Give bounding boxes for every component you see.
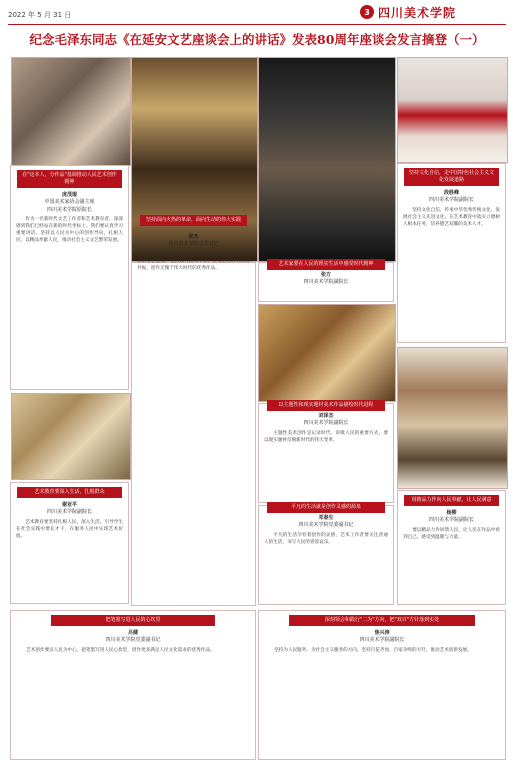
article-10 <box>258 610 506 760</box>
photo-sculpture-scene <box>258 304 396 402</box>
article-2 <box>131 217 256 606</box>
article-2-org: 四川美术学院党委书记 <box>168 241 219 248</box>
article-2-banner: 坚持面向火热的革命，面向生动的伟大实践 <box>140 215 247 226</box>
article-6-body: 艺术教育要坚持扎根人民、深入生活，引导学生在社会实践中增长才干，在服务人民中实现艺术价值。 <box>16 519 123 539</box>
article-9 <box>10 610 256 760</box>
article-7 <box>258 505 394 605</box>
article-9-banner: 把笔墨写进人民的心坎里 <box>51 615 215 626</box>
article-1-body: 作为一名新时代文艺工作者和艺术教育者，深深感到我们已经站在新的时代坐标上。我们要认真学习重要讲话，坚持以人民为中心的创作导向，扎根人民，以精品奉献人民，推动社会主义文艺繁荣发展。 <box>16 217 123 244</box>
article-5-banner: 以主题性和现实题材美术作品描绘时代进程 <box>267 400 385 411</box>
article-10-body: 坚持为人民服务、为社会主义服务的方向，坚持百花齐放、百家争鸣的方针，推动艺术创新发展。 <box>274 647 472 653</box>
masthead-logo <box>360 3 508 21</box>
page-headline: 纪念毛泽东同志《在延安文艺座谈会上的讲话》发表80周年座谈会发言摘登（一） <box>29 32 485 47</box>
article-8 <box>397 490 506 605</box>
article-2-body: 作为一名艺术家和专业学者，继承和发扬毛泽东同志的文艺思想，坚持以人民为中心，让文艺与时代同频共振，创作无愧于伟大时代的优秀作品。 <box>137 251 250 271</box>
article-1-org: 四川美术学院原院长 <box>46 206 92 213</box>
article-1-banner: 在"这本人，分作品"基调推动人民艺术创作精神 <box>17 170 122 188</box>
photo-dark-painting <box>258 57 396 262</box>
article-3 <box>258 262 394 302</box>
article-7-banner: 平凡的生活就是创作灵感的源泉 <box>267 502 385 513</box>
article-6-org: 四川美术学院副院长 <box>46 509 92 516</box>
article-10-author: 焦兴涛 <box>374 629 390 636</box>
photo-red-building <box>397 57 508 163</box>
article-6-banner: 艺术教育要深入生活，扎根群众 <box>17 487 122 498</box>
article-4-body: 坚持文化自信，传承中华优秀传统文化，发展社会主义先进文化，在艺术教育中落实立德树人根本任务，培养德艺双馨的美术人才。 <box>403 207 500 227</box>
article-7-author: 邓春生 <box>318 514 334 521</box>
article-4-org: 四川美术学院副院长 <box>428 197 474 203</box>
article-8-body: 要以精品力作回馈人民，让人民在作品中看到自己、感受到温暖与力量。 <box>403 527 500 540</box>
school-emblem-icon: 3 <box>360 5 374 19</box>
article-3-author: 张方 <box>320 271 331 278</box>
photo-artwork-figures <box>11 393 131 480</box>
photo-painting-crowd <box>131 57 258 262</box>
article-6 <box>10 482 129 604</box>
article-10-org: 四川美术学院副院长 <box>359 637 405 644</box>
article-6-author: 谢亚平 <box>61 501 77 508</box>
photo-ink-paintings <box>397 347 508 489</box>
article-8-org: 四川美术学院副院长 <box>428 517 474 524</box>
article-8-banner: 用精品力作向人民奉献，让人民满意 <box>404 495 499 506</box>
article-4-banner: 坚持文化自信，走中国特色社会主义文化发展道路 <box>404 168 499 186</box>
article-1 <box>10 165 129 390</box>
article-5-body: 主题性美术创作是记录时代、讴歌人民的重要方式，要以现实题材反映新时代的伟大变革。 <box>264 430 388 443</box>
photo-building-interior <box>11 57 131 166</box>
issue-date: 2022 年 5 月 31 日 <box>8 11 72 19</box>
article-1-author: 庞茂琨 <box>61 191 77 198</box>
article-9-body: 艺术创作要以人民为中心，把笔墨写进人民心坎里，创作更多满足人民文化需求的优秀作品。 <box>26 647 215 653</box>
article-4 <box>397 163 506 343</box>
masthead-rule <box>8 24 506 25</box>
article-5 <box>258 403 394 503</box>
article-2-author: 张杰 <box>188 233 199 240</box>
article-5-author: 刘泽杰 <box>318 412 334 419</box>
article-3-banner: 艺术家要在人民的现实生活中感受时代精神 <box>267 259 385 270</box>
article-9-org: 四川美术学院党委副书记 <box>105 637 161 644</box>
article-1-role: 中国美术家协会副主席 <box>44 199 95 205</box>
article-7-body: 平凡的生活孕育着创作的灵感，艺术工作者要关注普通人的生活，书写人民的喜怒哀乐。 <box>264 532 388 545</box>
article-10-banner: 深刻领会和践行"二为"方向，把"双百"方针落到实处 <box>289 615 475 626</box>
school-name: 四川美术学院 <box>378 5 457 20</box>
article-5-org: 四川美术学院副院长 <box>303 420 349 427</box>
article-7-org: 四川美术学院党委副书记 <box>298 522 354 529</box>
article-4-author: 段胜峰 <box>443 189 459 196</box>
article-3-org: 四川美术学院副院长 <box>303 279 349 286</box>
article-8-author: 杨柳 <box>446 509 457 516</box>
article-9-author: 吕健 <box>127 629 138 636</box>
